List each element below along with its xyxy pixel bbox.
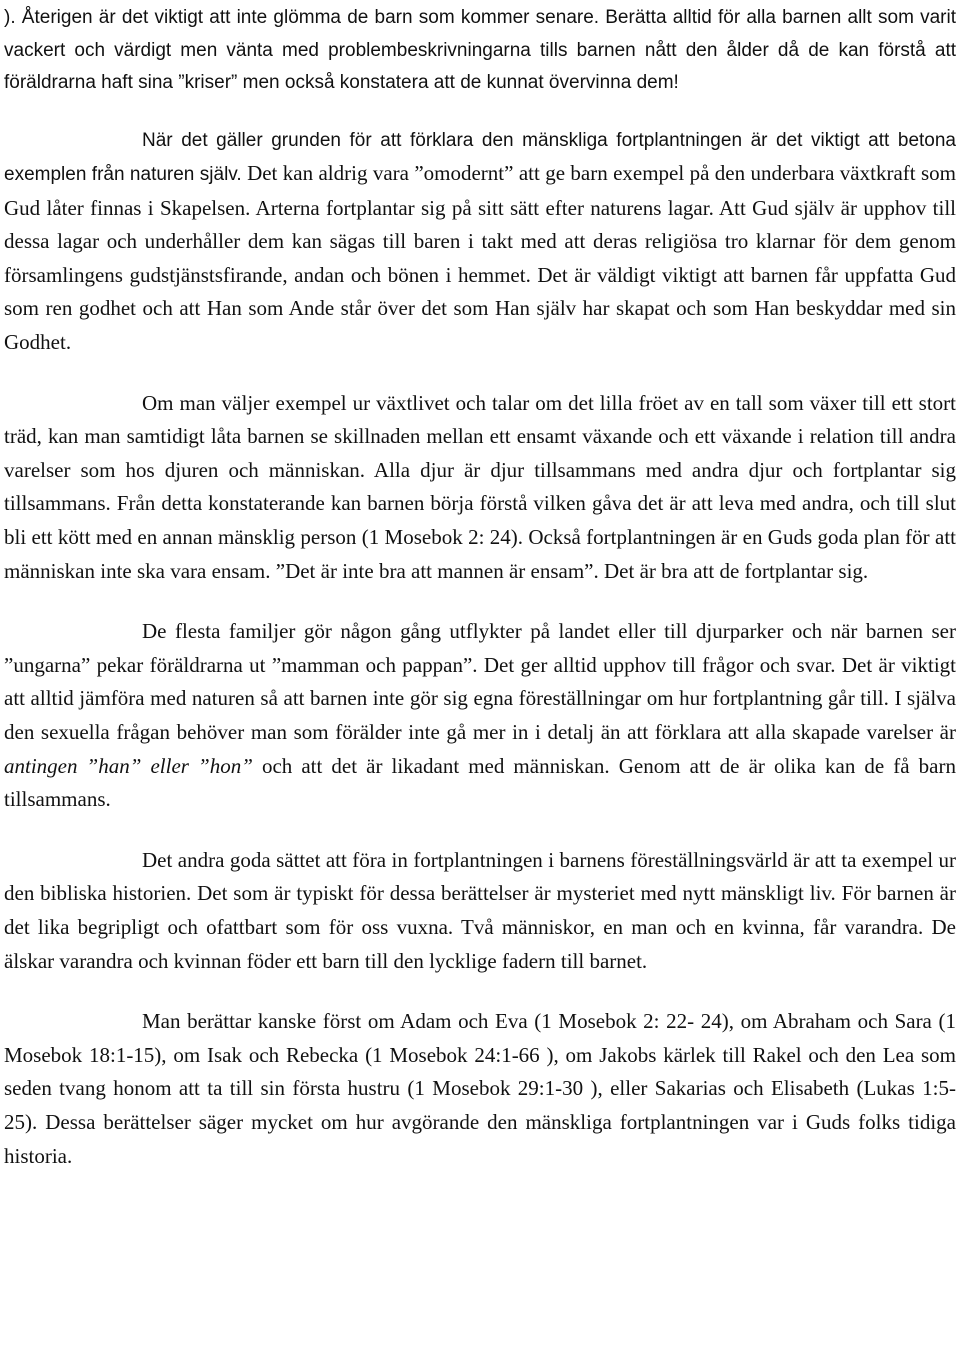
paragraph-1-text: ). Återigen är det viktigt att inte glömma de barn som kommer senare. Berätta alltid för alla barnen allt som varit vackert och värdigt men vänta med problembeskrivningarna tills barnen nått den ålder då de kan förstå att föräldrarna haft sina ”kriser” men också konstatera att de kunnat övervinna dem! xyxy=(4,7,956,93)
paragraph-2-text: Det kan aldrig vara ”omodernt” att ge barn exempel på den underbara växtkraft som Gud låter finnas i Skapelsen. Arterna fortplantar sig på sitt sätt efter naturens lagar. Att Gud själv är upphov till dessa lagar och underhåller dem kan sägas till baren i takt med att deras religiösa tro klarnar för dem genom församlingens gudstjänstsfirande, andan och bönen i hemmet. Det är väldigt viktigt att barnen får uppfatta Gud som ren godhet och att Han som Ande står över det som Han själv har skapat och som Han beskyddar med sin Godhet. xyxy=(4,161,956,355)
paragraph-2 xyxy=(4,124,956,360)
paragraph-6 xyxy=(4,1005,956,1173)
paragraph-2-lead-text: När det gäller grunden för att förklara den mänskliga fortplantningen är det viktigt att betona exemplen från naturen själv. xyxy=(4,129,956,186)
paragraph-5-text: Det andra goda sättet att föra in fortplantningen i barnens föreställningsvärld är att ta exempel ur den bibliska historien. Det som är typiskt för dessa berättelser är mysteriet med nytt mänskligt liv. För barnen är det lika begripligt och ofattbart som för oss vuxna. Två människor, en man och en kvinna, får varandra. De älskar varandra och kvinnan föder ett barn till den lycklige fadern till barnet. xyxy=(4,847,956,973)
paragraph-3-text: Om man väljer exempel ur växtlivet och talar om det lilla fröet av en tall som växer till ett stort träd, kan man samtidigt låta barnen se skillnaden mellan ett ensamt växande och ett växande i relation till andra varelser som hos djuren och människan. Alla djur är djur tillsammans med andra djur och fortplantar sig tillsammans. Från detta konstaterande kan barnen börja förstå vilken gåva det är att leva med andra, och till slut bli ett kött med en annan mänsklig person (1 Mosebok 2: 24). Också fortplantningen är en Guds goda plan för att människan inte ska vara ensam. ”Det är inte bra att mannen är ensam”. Det är bra att de fortplantar sig. xyxy=(4,390,956,583)
paragraph-4-italic-text: antingen ”han” eller ”hon” xyxy=(4,753,253,778)
paragraph-4-text-a: De flesta familjer gör någon gång utflykter på landet eller till djurparker och när barnen ser ”ungarna” pekar föräldrarna ut ”mamman och pappan”. Det ger alltid upphov till frågor och svar. Det är viktigt att alltid jämföra med naturen så att barnen inte gör sig egna föreställningar om hur fortplantning går till. I själva den sexuella frågan behöver man som förälder inte gå mer in i detalj än att förklara att alla skapade varelser är xyxy=(4,619,956,744)
paragraph-3 xyxy=(4,387,956,589)
paragraph-1 xyxy=(4,0,956,100)
document-page xyxy=(4,0,956,1173)
paragraph-4-text-b: och att det är likadant med människan. Genom att de är olika kan de få barn tillsammans. xyxy=(4,753,956,812)
paragraph-5 xyxy=(4,844,956,978)
paragraph-6-text: Man berättar kanske först om Adam och Eva (1 Mosebok 2: 22- 24), om Abraham och Sara (1 Mosebok 18:1-15), om Isak och Rebecka (1 Mosebok 24:1-66 ), om Jakobs kärlek till Rakel och den Lea som seden tvang honom att ta till sin första hustru (1 Mosebok 29:1-30 ), eller Sakarias och Elisabeth (Lukas 1:5- 25). Dessa berättelser säger mycket om hur avgörande den mänskliga fortplantningen var i Guds folks tidiga historia. xyxy=(4,1009,956,1168)
paragraph-4 xyxy=(4,615,956,817)
